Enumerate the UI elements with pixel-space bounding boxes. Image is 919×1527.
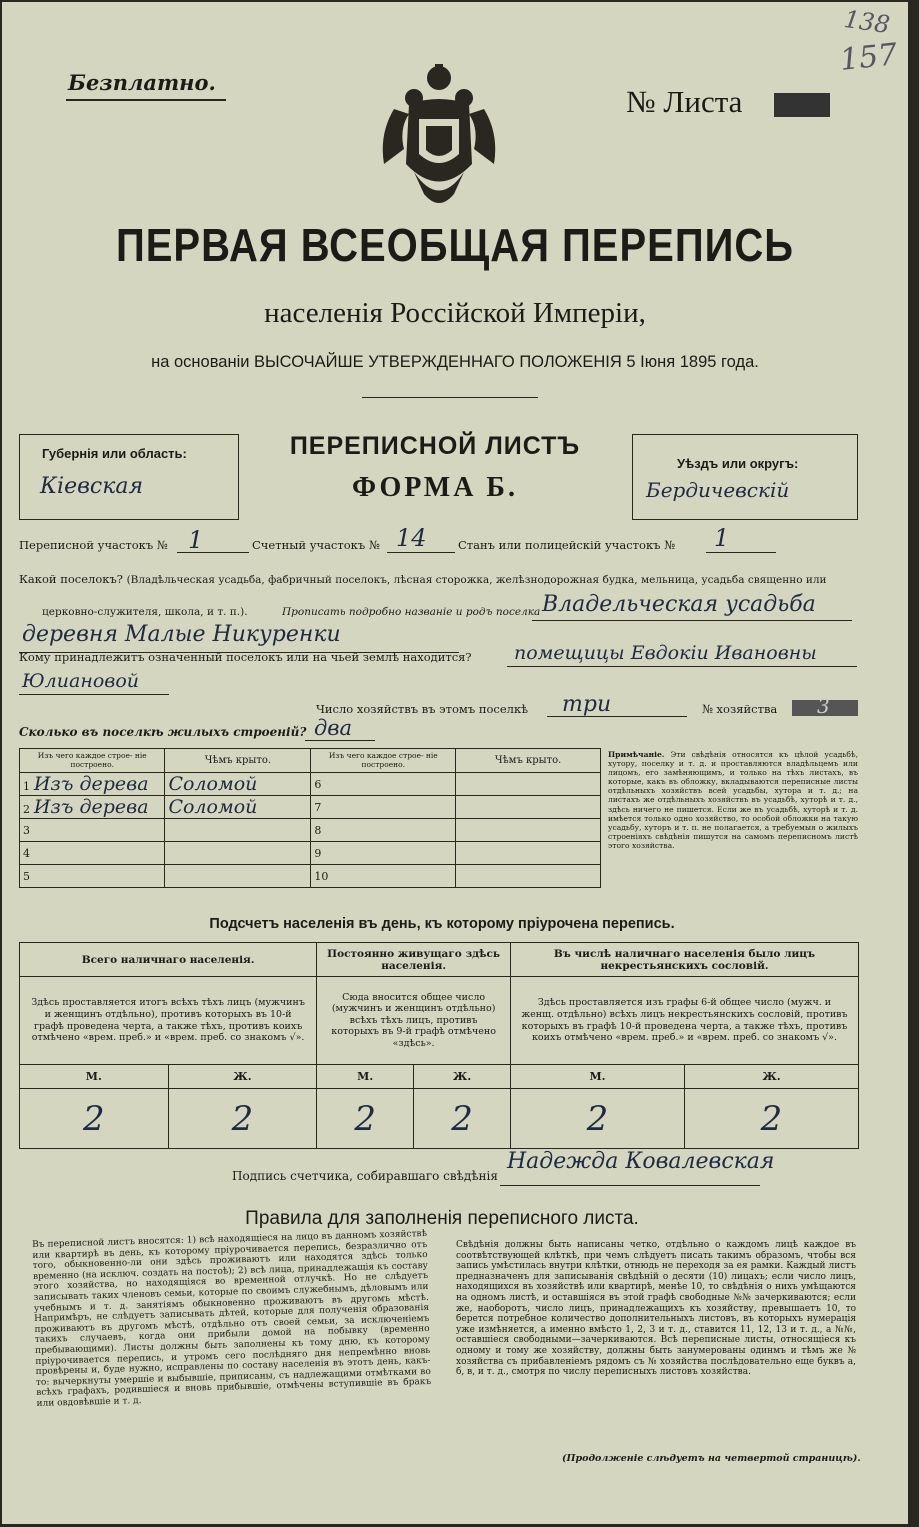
count-desc-total: Здѣсь проставляется итогъ всѣхъ тѣхъ лицъ (мужчинъ и женщинъ отдѣльно), противъ которыхъ въ 10-й графѣ проведена черта, а также тѣхъ, противъ коихъ отмѣчено «врем. преб.» и «врем. преб. со знакомъ √». — [20, 977, 317, 1065]
settlement-line-1 — [532, 620, 852, 621]
gubernia-label: Губернія или область: — [42, 446, 187, 461]
settlement-label-line — [19, 572, 827, 586]
settlement-value-2: деревня Малые Никуренки — [22, 622, 341, 647]
title-rule — [362, 397, 538, 398]
building-roof — [165, 819, 311, 842]
building-roof-right — [456, 796, 601, 819]
count-area-label: Счетный участокъ № — [252, 538, 380, 552]
rules-title: Правила для заполненія переписного листа. — [245, 1208, 639, 1229]
owner-value-1: помещицы Евдокіи Ивановны — [514, 642, 817, 664]
census-area-label: Переписной участокъ № — [19, 538, 168, 552]
building-row — [20, 796, 601, 819]
households-label: Число хозяйствъ въ этомъ поселкѣ — [316, 702, 529, 716]
free-underline — [66, 99, 226, 101]
building-roof: Соломой — [165, 773, 311, 796]
building-roof — [165, 842, 311, 865]
count-value-m-nonpeasant: 2 — [511, 1089, 685, 1149]
count-area-line — [387, 552, 455, 553]
archive-number-mark: 138 — [842, 4, 892, 40]
signature-label: Подпись счетчика, собиравшаго свѣдѣнія — [232, 1169, 498, 1183]
count-head-permanent: Постоянно живущаго здѣсь населенія. — [317, 943, 511, 977]
note-text: Эти свѣдѣнія относятся къ цѣлой усадьбѣ, хутору, поселку и т. д. и проставляются владѣльцемъ или лицомъ, его замѣняющимъ, и только на тѣхъ листахъ, въ которые, какъ въ обложку, вкладываются переписные листы отдѣльныхъ хозяйствъ всей усадьбы, хутора и т. д.; на листахъ же отдѣльныхъ хозяйствъ въ усадьбѣ, хуторѣ и т. д., здѣсь ничего не пишется. Если же въ усадьбѣ, хуторѣ и т. д. имѣется только одно хозяйство, то особой обложки на такую усадьбу, хуторъ и т. п. не полагается, а требуемыя о жилыхъ строеніяхъ свѣдѣнія пишутся на самомъ переписномъ листѣ этого хозяйства. — [608, 750, 858, 850]
buildings-value: два — [314, 716, 353, 740]
building-roof-right — [456, 819, 601, 842]
stan-line — [706, 552, 776, 553]
stan-label: Станъ или полицейскій участокъ № — [458, 538, 675, 552]
gubernia-value: Кіевская — [40, 474, 144, 499]
household-no-value: 3 — [817, 694, 830, 718]
uezd-label: Уѣздъ или округъ: — [677, 456, 799, 471]
building-num: 2 — [23, 803, 30, 816]
signature-value: Надежда Ковалевская — [507, 1149, 775, 1174]
building-num-right: 6 — [311, 773, 456, 796]
count-value-m-total: 2 — [20, 1089, 169, 1149]
rules-continued: (Продолженіе слѣдуетъ на четвертой страницѣ). — [562, 1453, 861, 1464]
count-f-2: Ж. — [414, 1065, 511, 1089]
count-desc-nonpeasant: Здѣсь проставляется изъ графы 6-й общее число (мужч. и женщ. отдѣльно) всѣхъ лицъ некрестьянскихъ сословій, противъ которыхъ въ графѣ 10-й проведена черта, а также тѣхъ, противъ коихъ отмѣчено «врем. преб.» и «врем. преб. со знакомъ √». — [511, 977, 859, 1065]
buildings-line — [305, 740, 375, 741]
buildings-header-roof-2: Чѣмъ крыто. — [456, 749, 601, 773]
uezd-value: Бердичевскій — [646, 478, 790, 502]
households-value: три — [562, 692, 612, 717]
settlement-instruction: Прописать подробно названіе и родъ поселка — [282, 606, 541, 618]
form-title: ПЕРЕПИСНОЙ ЛИСТЪ — [289, 432, 581, 460]
building-roof — [165, 865, 311, 888]
sheet-number-label: № Листа — [626, 84, 743, 119]
count-f-1: Ж. — [168, 1065, 317, 1089]
count-value-m-permanent: 2 — [317, 1089, 414, 1149]
uezd-box — [632, 434, 858, 520]
imperial-eagle-emblem — [374, 64, 504, 212]
rules-left-column: Въ переписной листъ вносятся: 1) всѣ находящіеся на лицо въ данномъ хозяйствѣ или квартирѣ въ день, къ которому пріурочивается перепись, безразлично отъ того, обыкновенно-ли они здѣсь проживаютъ или находятся здѣсь только временно (на исключ. создать на постоѣ); 2) всѣ лица, принадлежащія къ составу этого хозяйства, но находящіяся во временной отлучкѣ. Но не слѣдуетъ записывать таких членовъ семьи, которые по своимъ служебнымъ, дѣловымъ или учебнымъ и т. д. занятіямъ обыкновенно проживаютъ въ другомъ мѣстѣ. Напримѣръ, не слѣдуетъ записывать дѣтей, которые для полученія образованія проживаютъ въ другомъ мѣстѣ, отдѣльно отъ своей семьи, за исключеніемъ такихъ случаевъ, когда они прибыли домой на побывку (временно пребывающими). Листы должны быть заполнены къ тому дню, къ которому пріурочивается перепись, и утромъ сего послѣдняго дня непремѣнно вновь провѣрены и, буде нужно, исправлены по составу населенія въ этотъ день, какъ-то: вычеркнуты умершіе и выбывшіе, приписаны, съ надлежащими отмѣтками во всѣхъ графахъ, родившіеся и вновь прибывшіе, отмѣчены вступившіе въ бракъ или овдовѣвшіе и т. д. — [32, 1228, 432, 1409]
count-table — [19, 942, 859, 1149]
building-cell — [20, 796, 165, 819]
building-row — [20, 819, 601, 842]
building-material: Изъ дерева — [33, 796, 149, 818]
count-desc-permanent: Сюда вносится общее число (мужчинъ и женщинъ отдѣльно) всѣхъ тѣхъ лицъ, противъ которыхъ въ 9-й графѣ отмѣчено «здѣсь». — [317, 977, 511, 1065]
census-title: ПЕРВАЯ ВСЕОБЩАЯ ПЕРЕПИСЬ — [116, 220, 794, 272]
building-roof-right — [456, 773, 601, 796]
building-num-right: 10 — [311, 865, 456, 888]
owner-line-1 — [507, 666, 857, 667]
count-value-f-total: 2 — [168, 1089, 317, 1149]
buildings-table — [19, 748, 601, 888]
count-f-3: Ж. — [684, 1065, 858, 1089]
census-sheet — [2, 2, 908, 1524]
stan-value: 1 — [714, 524, 730, 552]
count-m-3: М. — [511, 1065, 685, 1089]
buildings-label: Сколько въ поселкѣ жилыхъ строеній? — [19, 725, 307, 739]
note-label: Примѣчаніе. — [608, 750, 665, 759]
building-num: 5 — [20, 865, 165, 888]
archive-number-mark-2: 157 — [838, 37, 899, 78]
owner-line-2 — [19, 694, 169, 695]
count-title: Подсчетъ населенія въ день, къ которому пріурочена перепись. — [209, 916, 675, 932]
building-cell — [20, 773, 165, 796]
count-value-f-permanent: 2 — [414, 1089, 511, 1149]
buildings-header-material-2: Изъ чего каждое строе- ніе построено. — [311, 749, 456, 773]
settlement-label: Какой поселокъ? — [19, 572, 123, 586]
count-value-f-nonpeasant: 2 — [684, 1089, 858, 1149]
count-m-2: М. — [317, 1065, 414, 1089]
building-roof: Соломой — [165, 796, 311, 819]
buildings-header-material: Изъ чего каждое строе- ніе построено. — [20, 749, 165, 773]
settlement-value-1: Владельческая усадьба — [542, 592, 816, 617]
owner-value-2: Юлиановой — [22, 670, 140, 692]
signature-line — [500, 1185, 760, 1186]
building-material: Изъ дерева — [33, 773, 149, 795]
building-roof-right — [456, 842, 601, 865]
building-roof-right — [456, 865, 601, 888]
rules-right-column: Свѣдѣнія должны быть написаны четко, отдѣльно о каждомъ лицѣ каждое въ соотвѣтствующей клѣткѣ, при чемъ слѣдуетъ писать такимъ образомъ, чтобы вся запись умѣстилась внутри клѣтки, отнюдь не переходя за ея рамки. Каждый листъ предназначенъ для записыванія свѣдѣній о десяти (10) лицахъ; если число лицъ, находящихся въ хозяйствѣ или квартирѣ, менѣе 10, то свѣдѣнія о нихъ умѣщаются на одномъ листѣ, и оставшіяся въ этой графѣ свободные №№ зачеркиваются; если же, наоборотъ, число лицъ, принадлежащихъ къ хозяйству, превышаетъ 10, то берется потребное количество дополнительныхъ листовъ, въ которыхъ нумерація уже измѣняется, а именно вмѣсто 1, 2, 3 и т. д., ставится 11, 12, 13 и т. д., а №№, оставшіеся свободными—зачеркиваются. Всѣ переписные листы, относящіеся къ одному и тому же хозяйству, должны быть занумерованы одинмъ и тѣмъ же № хозяйства съ прибавленіемъ рядомъ съ № хозяйства послѣдовательно еще буквъ а, б, в, и т. д., смотря по числу переписныхъ листовъ хозяйства. — [456, 1240, 856, 1378]
sheet-number-redaction — [774, 93, 830, 117]
buildings-header-roof: Чѣмъ крыто. — [165, 749, 311, 773]
building-num-right: 8 — [311, 819, 456, 842]
building-num-right: 7 — [311, 796, 456, 819]
count-m-1: М. — [20, 1065, 169, 1089]
building-row — [20, 773, 601, 796]
form-name: ФОРМА Б. — [352, 472, 518, 503]
count-head-nonpeasant: Въ числѣ наличнаго населенія было лицъ некрестьянскихъ сословій. — [511, 943, 859, 977]
census-subtitle: населенія Россійской Имперіи, — [264, 297, 646, 329]
owner-label: Кому принадлежитъ означенный поселокъ или на чьей землѣ находится? — [19, 650, 472, 664]
count-area-value: 14 — [396, 524, 427, 552]
building-num: 1 — [23, 780, 30, 793]
census-area-value: 1 — [188, 526, 204, 554]
building-num-right: 9 — [311, 842, 456, 865]
census-basis: на основаніи ВЫСОЧАЙШЕ УТВЕРЖДЕННАГО ПОЛОЖЕНІЯ 5 Іюня 1895 года. — [151, 353, 759, 371]
household-no-label: № хозяйства — [702, 702, 778, 716]
settlement-hint-2: церковно-служителя, школа, и т. п.). — [42, 606, 248, 618]
building-num: 3 — [20, 819, 165, 842]
count-head-total: Всего наличнаго населенія. — [20, 943, 317, 977]
settlement-hint: (Владѣльческая усадьба, фабричный поселокъ, лѣсная сторожка, желѣзнодорожная будка, мельница, усадьба священно или — [126, 574, 827, 586]
building-num: 4 — [20, 842, 165, 865]
building-row — [20, 865, 601, 888]
building-row — [20, 842, 601, 865]
note-block — [608, 750, 858, 850]
free-label: Безплатно. — [68, 70, 216, 95]
